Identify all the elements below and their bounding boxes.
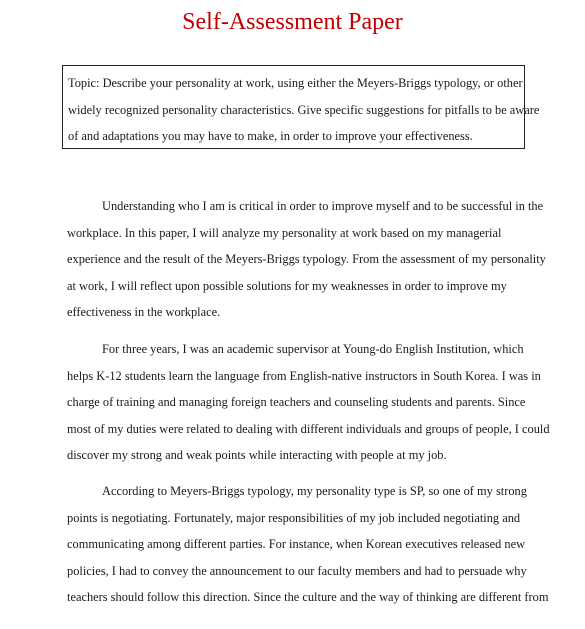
paragraph-line: at work, I will reflect upon possible solutions for my weaknesses in order to improve my	[67, 278, 507, 293]
topic-line: widely recognized personality characteristics. Give specific suggestions for pitfalls to be aware	[68, 102, 540, 117]
paragraph-line: communicating among different parties. For instance, when Korean executives released new	[67, 537, 526, 551]
body-paragraph	[67, 336, 550, 469]
paragraph-line: According to Meyers-Briggs typology, my personality type is SP, so one of my strong	[102, 484, 527, 498]
paragraph-line: experience and the result of the Meyers-Briggs typology. From the assessment of my personality	[67, 252, 546, 266]
paragraph-line: policies, I had to convey the announcement to our faculty members and had to persuade why	[67, 563, 527, 578]
paragraph-line: For three years, I was an academic supervisor at Young-do English Institution, which	[102, 342, 524, 356]
paragraph-line: discover my strong and weak points while interacting with people at my job.	[67, 448, 447, 462]
body-paragraph	[67, 193, 546, 326]
paragraph-line: workplace. In this paper, I will analyze my personality at work based on my managerial	[67, 225, 502, 240]
paragraph-line: most of my duties were related to dealing with different individuals and groups of people, I could	[67, 421, 550, 436]
paragraph-line: teachers should follow this direction. Since the culture and the way of thinking are different from	[67, 590, 549, 604]
paragraph-line: effectiveness in the workplace.	[67, 305, 221, 319]
topic-line: Topic: Describe your personality at work, using either the Meyers-Briggs typology, or other	[68, 76, 523, 90]
paragraph-line: helps K-12 students learn the language from English-native instructors in South Korea. I was in	[67, 368, 541, 383]
paragraph-line: Understanding who I am is critical in order to improve myself and to be successful in the	[102, 199, 544, 213]
paragraph-line: points is negotiating. Fortunately, major responsibilities of my job included negotiating and	[67, 510, 521, 525]
paragraph-line: charge of training and managing foreign teachers and counseling students and parents. Since	[67, 395, 526, 409]
topic-box	[62, 65, 540, 149]
body-paragraph	[67, 478, 549, 611]
topic-line: of and adaptations you may have to make, in order to improve your effectiveness.	[68, 129, 473, 143]
page-title: Self-Assessment Paper	[182, 9, 403, 35]
